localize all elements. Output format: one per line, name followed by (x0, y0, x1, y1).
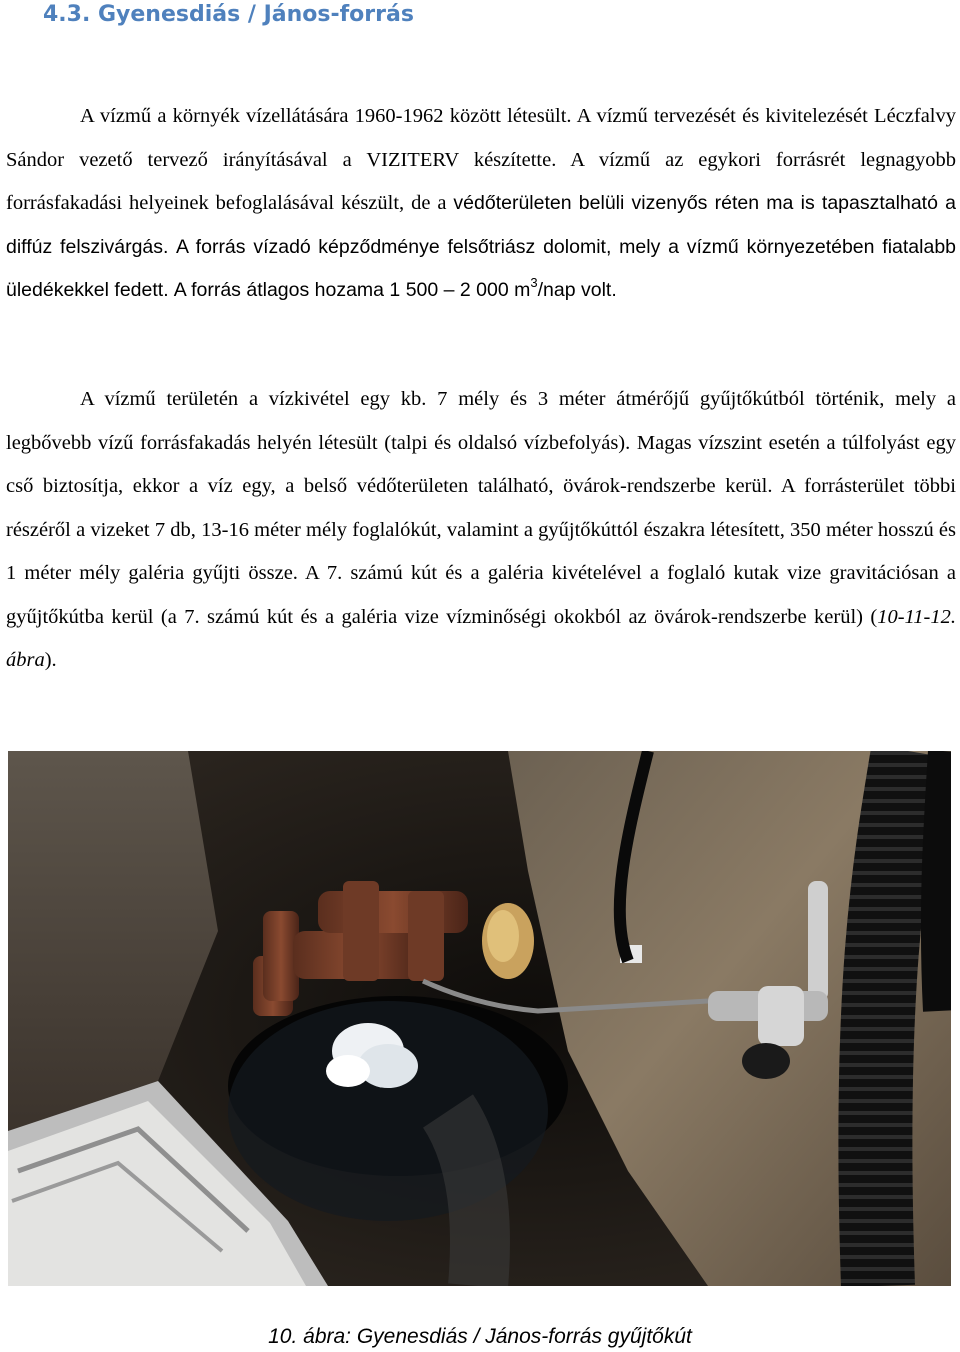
paragraph-2-end: ). (44, 649, 57, 671)
paragraph-1-sentence-1: A vízmű a környék vízellátására 1960-1962 között létesült. A vízmű tervezését és kivitelezését Léczfalvy Sándor vezető tervező irányításával a VIZITERV készítette. A vízmű az egykori forrásrét legnagyobb forrásfakadási helyeinek befoglalásával készült, de a (6, 105, 956, 214)
figure-reference: 10-11-12. ábra (6, 605, 956, 671)
superscript-3: 3 (530, 275, 538, 290)
section-heading: 4.3. Gyenesdiás / János-forrás (43, 2, 414, 27)
well-photo (8, 751, 951, 1286)
paragraph-1-sentence-3: A forrás vízadó (175, 235, 311, 258)
yield-unit: /nap volt. (537, 279, 617, 301)
paragraph-1-sentence-5 (173, 275, 617, 301)
figure-caption: 10. ábra: Gyenesdiás / János-forrás gyűjtőkút (268, 1325, 692, 1348)
yield-text: A forrás átlagos hozama 1 500 – 2 000 m (173, 279, 531, 301)
paragraph-2 (6, 378, 956, 683)
paragraph-1 (6, 95, 956, 313)
paragraph-2-text: A vízmű területén a vízkivétel egy kb. 7 mély és 3 méter átmérőjű gyűjtőkútból történik, mely a legbővebb vízű forrásfakadás helyén létesült (talpi és oldalsó vízbefolyás). Magas vízszint esetén a túlfolyást egy cső biztosítja, ekkor a víz egy, a belső védőterületen található, övárok-rendszerbe kerül. A forrásterület többi részéről a vizeket 7 db, 13-16 méter mély foglalókút, valamint a gyűjtőkúttól északra létesített, 350 méter hosszú és 1 méter mély galéria gyűjti össze. A 7. számú kút és a galéria kivételével a foglaló kutak vize gravitációsan a gyűjtőkútba kerül (a 7. számú kút és a galéria vize vízminőségi okokból az övárok-rendszerbe kerül) ( (6, 388, 956, 628)
paragraph-1-sentence-2: védőterületen belüli vizenyős réten ma is tapasztalható a diffúz felszivárgás. (6, 192, 956, 258)
paragraph-1-sentence-4: képződménye felsőtriász dolomit, mely a vízmű környezetében fiatalabb üledékekkel fedett. (6, 235, 957, 301)
well-photo-illustration (8, 751, 951, 1286)
